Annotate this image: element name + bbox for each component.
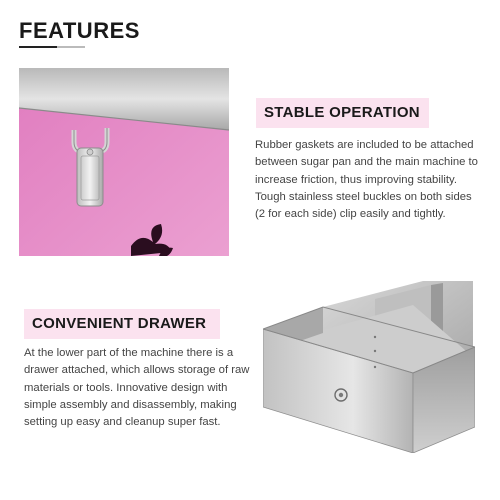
page-title: FEATURES	[19, 18, 140, 43]
convenient-drawer-line: simple assembly and disassembly, making	[24, 398, 237, 411]
title-underline	[19, 46, 57, 48]
convenient-drawer-heading: CONVENIENT DRAWER	[24, 309, 220, 339]
convenient-drawer-line: materials or tools. Innovative design with	[24, 381, 228, 394]
convenient-drawer-line: At the lower part of the machine there is a	[24, 347, 234, 359]
stable-operation-line: Rubber gaskets are included to be attached	[255, 139, 474, 151]
convenient-drawer-line: setting up easy and cleanup super fast.	[24, 416, 221, 429]
stable-operation-line: Tough stainless steel buckles on both sides	[255, 190, 472, 203]
title-underline-accent	[57, 46, 85, 48]
stable-operation-description	[255, 137, 485, 223]
convenient-drawer-description	[24, 345, 256, 431]
stable-operation-line: increase friction, thus improving stability.	[255, 173, 457, 186]
stainless-steel-buckle-photo	[19, 68, 229, 256]
stable-operation-heading: STABLE OPERATION	[256, 98, 429, 128]
stable-operation-line: between sugar pan and the main machine to	[255, 156, 478, 169]
stable-operation-line: (2 for each side) clip easily and tightly.	[255, 208, 446, 221]
convenient-drawer-line: drawer attached, which allows storage of raw	[24, 364, 250, 377]
stainless-steel-drawer-photo	[263, 277, 475, 453]
